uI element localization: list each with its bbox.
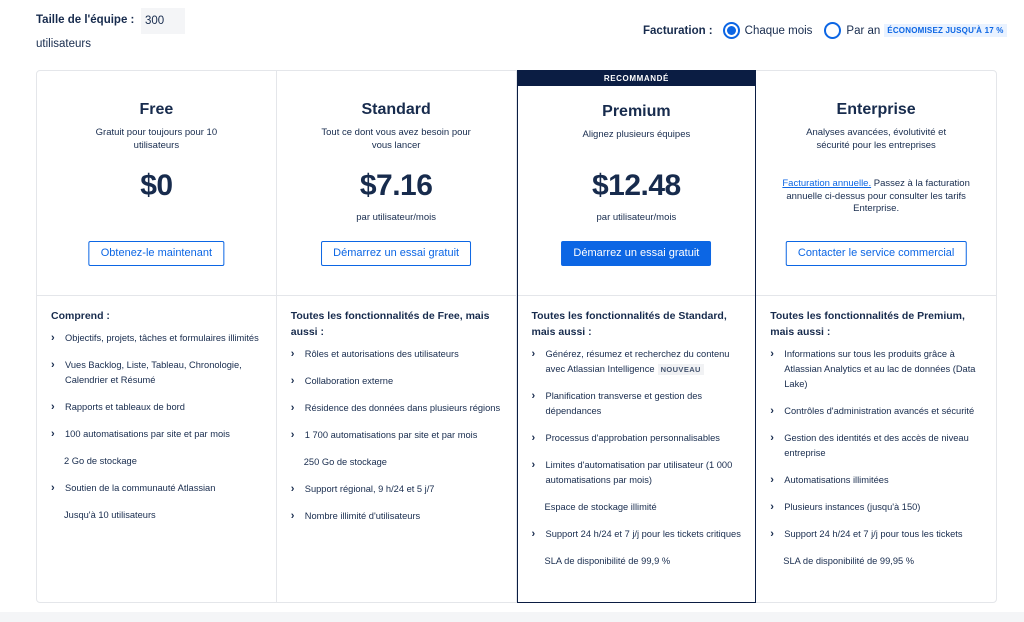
feature-text: 2 Go de stockage — [64, 456, 137, 466]
feature-text: Résidence des données dans plusieurs régions — [304, 403, 501, 413]
billing-monthly-option[interactable] — [723, 22, 813, 39]
radio-selected-icon[interactable] — [723, 22, 740, 39]
feature-text: 250 Go de stockage — [303, 457, 387, 467]
plan-enterprise — [756, 71, 996, 602]
plan-name: Standard — [361, 101, 431, 118]
feature-text: Automatisations illimitées — [784, 475, 889, 485]
feature-text: Limites d'automatisation par utilisateur (1 000 automatisations par mois) — [545, 460, 733, 485]
feature-item[interactable] — [532, 431, 742, 446]
feature-item[interactable] — [770, 347, 982, 392]
billing-monthly-label: Chaque mois — [744, 24, 813, 37]
plan-name: Premium — [602, 103, 671, 120]
feature-item[interactable] — [51, 331, 262, 346]
feature-item[interactable] — [291, 347, 502, 362]
feature-list — [518, 296, 756, 569]
chevron-right-icon: › — [290, 402, 295, 414]
plan-header — [277, 71, 516, 296]
chevron-right-icon: › — [531, 390, 536, 402]
plan-price: $7.16 — [359, 169, 433, 202]
feature-text: 100 automatisations par site et par mois — [65, 429, 230, 439]
feature-item[interactable] — [291, 374, 502, 389]
plan-header — [518, 71, 756, 296]
feature-text: Objectifs, projets, tâches et formulaires illimités — [65, 333, 259, 343]
feature-item — [770, 554, 982, 569]
start-free-trial-button[interactable]: Démarrez un essai gratuit — [321, 241, 471, 266]
feature-list — [756, 296, 996, 569]
chevron-right-icon: › — [531, 432, 536, 444]
chevron-right-icon: › — [770, 501, 774, 513]
team-size-unit: utilisateurs — [36, 38, 91, 50]
enterprise-note-text: Passez à la facturation annuelle ci-dessus pour consulter les tarifs Enterprise. — [786, 178, 970, 214]
feature-list-title: Comprend : — [51, 310, 110, 322]
plan-header — [756, 71, 996, 296]
plan-price: $12.48 — [591, 169, 681, 202]
feature-list-title: Toutes les fonctionnalités de Standard, mais aussi : — [531, 310, 727, 338]
chevron-right-icon: › — [770, 474, 774, 486]
radio-unselected-icon[interactable] — [824, 22, 841, 39]
feature-text: Soutien de la communauté Atlassian — [65, 483, 216, 493]
start-free-trial-button[interactable]: Démarrez un essai gratuit — [561, 241, 711, 266]
plan-description: Gratuit pour toujours pour 10 utilisateurs — [95, 127, 218, 151]
feature-text: Support 24 h/24 et 7 j/j pour tous les tickets — [784, 529, 963, 539]
feature-text: Processus d'approbation personnalisables — [545, 433, 720, 443]
chevron-right-icon: › — [290, 483, 295, 495]
feature-text: Contrôles d'administration avancés et sécurité — [784, 406, 975, 416]
feature-item[interactable] — [770, 500, 982, 515]
price-unit: par utilisateur/mois — [596, 212, 677, 223]
plan-name: Enterprise — [836, 101, 916, 118]
chevron-right-icon: › — [290, 429, 295, 441]
chevron-right-icon: › — [770, 348, 774, 360]
feature-item — [291, 455, 502, 470]
billing-label: Facturation : — [643, 24, 713, 37]
savings-badge: ÉCONOMISEZ JUSQU'À 17 % — [884, 24, 1006, 37]
feature-list — [37, 296, 276, 523]
chevron-right-icon: › — [531, 348, 536, 360]
feature-item — [51, 454, 262, 469]
feature-item — [532, 500, 742, 515]
feature-text: SLA de disponibilité de 99,9 % — [544, 556, 671, 566]
recommended-banner: RECOMMANDÉ — [517, 71, 757, 86]
page-footer-shade — [0, 612, 1024, 622]
chevron-right-icon: › — [290, 375, 295, 387]
chevron-right-icon: › — [290, 348, 295, 360]
billing-yearly-option[interactable] — [824, 22, 1006, 39]
feature-item[interactable] — [51, 400, 262, 415]
plan-header — [37, 71, 276, 296]
plan-price: $0 — [140, 169, 173, 202]
contact-sales-button[interactable]: Contacter le service commercial — [786, 241, 967, 266]
feature-item[interactable] — [532, 347, 742, 377]
feature-item[interactable] — [532, 458, 742, 488]
chevron-right-icon: › — [531, 528, 536, 540]
feature-text: Rapports et tableaux de bord — [65, 402, 185, 412]
plan-description: Alignez plusieurs équipes — [582, 129, 691, 140]
new-badge: NOUVEAU — [658, 364, 704, 375]
annual-billing-link[interactable]: Facturation annuelle. — [782, 178, 872, 189]
feature-text: Espace de stockage illimité — [544, 502, 657, 512]
feature-item — [51, 508, 262, 523]
chevron-right-icon: › — [51, 401, 55, 413]
feature-item[interactable] — [770, 404, 982, 419]
feature-text: 1 700 automatisations par site et par mois — [304, 430, 478, 440]
enterprise-pricing-note — [772, 178, 980, 216]
team-size-label: Taille de l'équipe : — [36, 14, 135, 26]
feature-item[interactable] — [770, 431, 982, 461]
plan-standard — [277, 71, 517, 602]
chevron-right-icon: › — [51, 359, 55, 371]
chevron-right-icon: › — [770, 405, 774, 417]
feature-item[interactable] — [532, 389, 742, 419]
pricing-plans — [36, 70, 997, 603]
feature-text: Informations sur tous les produits grâce à Atlassian Analytics et au lac de données (Data Lake) — [784, 349, 976, 389]
chevron-right-icon: › — [290, 510, 295, 522]
feature-item[interactable] — [51, 358, 262, 388]
chevron-right-icon: › — [51, 482, 55, 494]
feature-text: Nombre illimité d'utilisateurs — [304, 511, 421, 521]
feature-text: Support régional, 9 h/24 et 5 j/7 — [304, 484, 435, 494]
feature-text: Générez, résumez et recherchez du contenu avec Atlassian Intelligence — [545, 349, 730, 374]
feature-text: Plusieurs instances (jusqu'à 150) — [784, 502, 921, 512]
plan-description: Analyses avancées, évolutivité et sécurité pour les entreprises — [806, 127, 947, 151]
feature-text: Rôles et autorisations des utilisateurs — [304, 349, 459, 359]
feature-item[interactable] — [51, 427, 262, 442]
get-it-now-button[interactable]: Obtenez-le maintenant — [89, 241, 224, 266]
feature-item[interactable] — [291, 509, 502, 524]
feature-text: Collaboration externe — [304, 376, 394, 386]
feature-text: SLA de disponibilité de 99,95 % — [783, 556, 915, 566]
plan-name: Free — [139, 101, 174, 118]
feature-list-title: Toutes les fonctionnalités de Free, mais aussi : — [290, 310, 490, 338]
feature-item[interactable] — [770, 473, 982, 488]
chevron-right-icon: › — [531, 459, 536, 471]
feature-text: Vues Backlog, Liste, Tableau, Chronologie, Calendrier et Résumé — [65, 360, 242, 385]
feature-list-title: Toutes les fonctionnalités de Premium, mais aussi : — [770, 310, 965, 338]
chevron-right-icon: › — [770, 432, 774, 444]
chevron-right-icon: › — [770, 528, 774, 540]
feature-text: Gestion des identités et des accès de niveau entreprise — [784, 433, 969, 458]
billing-toggle — [643, 22, 1007, 39]
plan-premium — [517, 70, 757, 603]
feature-item[interactable] — [291, 428, 502, 443]
plan-free — [37, 71, 277, 602]
feature-item — [532, 554, 742, 569]
feature-list — [277, 296, 516, 524]
team-size-control — [36, 10, 135, 50]
feature-item[interactable] — [291, 482, 502, 497]
feature-text: Jusqu'à 10 utilisateurs — [64, 510, 156, 520]
feature-item[interactable] — [532, 527, 742, 542]
team-size-input[interactable] — [141, 8, 185, 34]
feature-text: Support 24 h/24 et 7 j/j pour les tickets critiques — [545, 529, 741, 539]
chevron-right-icon: › — [51, 332, 55, 344]
feature-item[interactable] — [291, 401, 502, 416]
feature-item[interactable] — [770, 527, 982, 542]
feature-item[interactable] — [51, 481, 262, 496]
price-unit: par utilisateur/mois — [356, 212, 436, 223]
billing-yearly-label: Par an — [846, 24, 881, 37]
feature-text: Planification transverse et gestion des dépendances — [545, 391, 703, 416]
chevron-right-icon: › — [51, 428, 55, 440]
plan-description: Tout ce dont vous avez besoin pour vous lancer — [321, 127, 471, 151]
